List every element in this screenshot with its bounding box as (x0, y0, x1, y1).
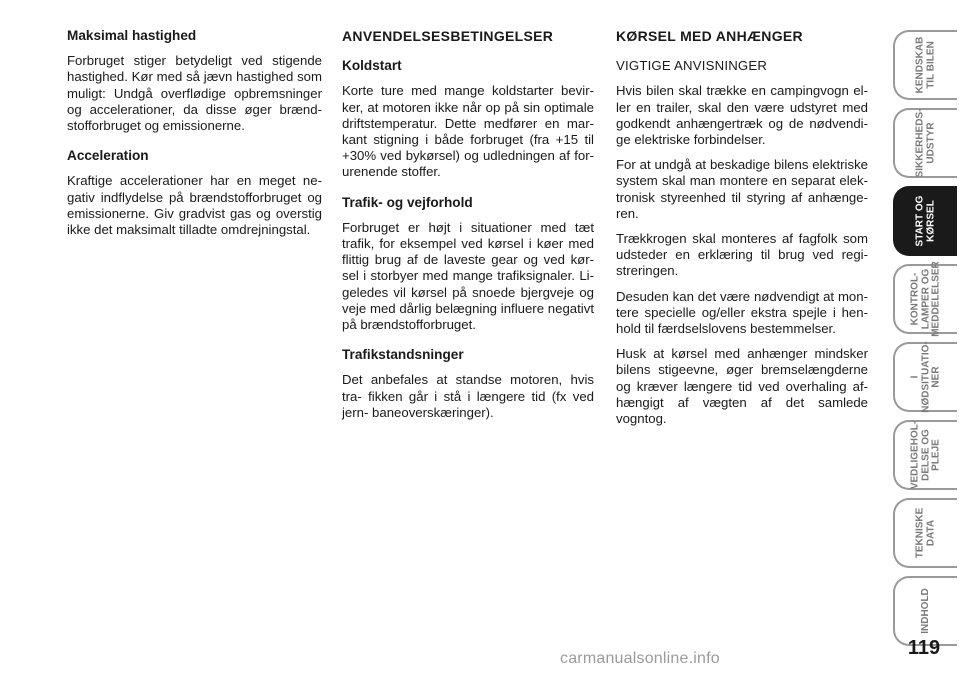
column-right (616, 28, 868, 436)
paragraph: Husk at kørsel med anhænger mindsker bilens stigeevne, øger bremselængderne og kræver længere tid ved overhaling af- hængigt af vægten af det samlede vogntog. (616, 346, 868, 427)
tab-kontrollamper[interactable] (893, 261, 957, 337)
tab-label: I NØDSITUATIO- NER (909, 341, 942, 413)
tab-label: TEKNISKE DATA (914, 507, 936, 559)
page-number: 119 (907, 637, 941, 659)
tab-label: INDHOLD (919, 588, 931, 634)
paragraph: Forbruget stiger betydeligt ved stigende hastighed. Kør med så jævn hastighed som muligt: Undgå overflødige opbremsninger og accelerationer, da disse øger brænd- stofforbruget og emissionerne. (67, 53, 322, 134)
tab-indhold[interactable] (893, 576, 957, 646)
column-left (67, 28, 322, 247)
heading-koldstart: Koldstart (342, 58, 402, 74)
paragraph: For at undgå at beskadige bilens elektriske system skal man montere en separat elek- tronisk styreenhed til styring af anhænge- ren. (616, 157, 868, 221)
paragraph: Desuden kan det være nødvendigt at mon- tere specielle og/eller ekstra spejle i hen- hold til færdselslovens bestemmelser. (616, 288, 868, 337)
tab-label: VEDLIGEHOL- DELSE OG PLEJE (909, 420, 942, 490)
tab-vedligeholdelse[interactable] (893, 420, 957, 490)
heading-acceleration: Acceleration (67, 148, 149, 164)
subheading-vigtige-anvisninger: VIGTIGE ANVISNINGER (616, 58, 768, 74)
tab-label: KENDSKAB TIL BILEN (914, 36, 936, 94)
paragraph: Kraftige accelerationer har en meget ne- gativ indflydelse på brændstofforbruget og emissionerne. Giv gradvist gas og overstig ikke det maksimalt tilladte omdrejningstal. (67, 173, 322, 238)
watermark: carmanualsonline.info (560, 650, 720, 667)
tab-label: SIKKERHEDS- UDSTYR (914, 108, 936, 178)
tab-tekniske-data[interactable] (893, 498, 957, 568)
tab-sikkerhedsudstyr[interactable] (893, 108, 957, 178)
paragraph: Forbruget er højt i situationer med tæt trafik, for eksempel ved kørsel i køer med flittig brug af de laveste gear og ved kør- sel i storbyer med mange trafiksignaler. Li- geledes vil kørsel på snoede bjergveje og veje med dårlig belægning influere negativt på brændstofforbruget. (342, 219, 594, 333)
tab-label: START OG KØRSEL (914, 195, 936, 247)
chapter-tabs (893, 30, 960, 654)
heading-trafikstandsninger: Trafikstandsninger (342, 347, 464, 363)
tab-kendskab-til-bilen[interactable] (893, 30, 957, 100)
paragraph: Korte ture med mange koldstarter bevir- ker, at motoren ikke når op på sin optimale driftstemperatur. Dette medfører en mar- kant stigning i både forbruget (fra +15 til +30% ved bykørsel) og udledningen af for- urenende stoffer. (342, 83, 594, 180)
paragraph: Trækkrogen skal monteres af fagfolk som udsteder en erklæring til brug ved regi- streringen. (616, 231, 868, 279)
section-title-koersel-med-anhaenger: KØRSEL MED ANHÆNGER (616, 28, 803, 44)
heading-maksimal-hastighed: Maksimal hastighed (67, 28, 197, 43)
heading-trafik-vejforhold: Trafik- og vejforhold (342, 194, 473, 210)
column-middle (342, 28, 594, 430)
tab-start-og-koersel[interactable] (893, 186, 957, 256)
tab-noedsituationer[interactable] (893, 342, 957, 412)
tab-label: KONTROL- LAMPER OG MEDDELELSER (909, 261, 942, 337)
paragraph: Det anbefales at standse motoren, hvis tra- fikken går i stå i længere tid (fx ved jern- baneoverskæringer). (342, 372, 594, 420)
section-title-anvendelsesbetingelser: ANVENDELSESBETINGELSER (342, 28, 554, 44)
paragraph: Hvis bilen skal trække en campingvogn el- ler en trailer, skal den være udstyret med godkendt anhængertræk og de nødvendi- ge elektriske forbindelser. (616, 83, 868, 148)
